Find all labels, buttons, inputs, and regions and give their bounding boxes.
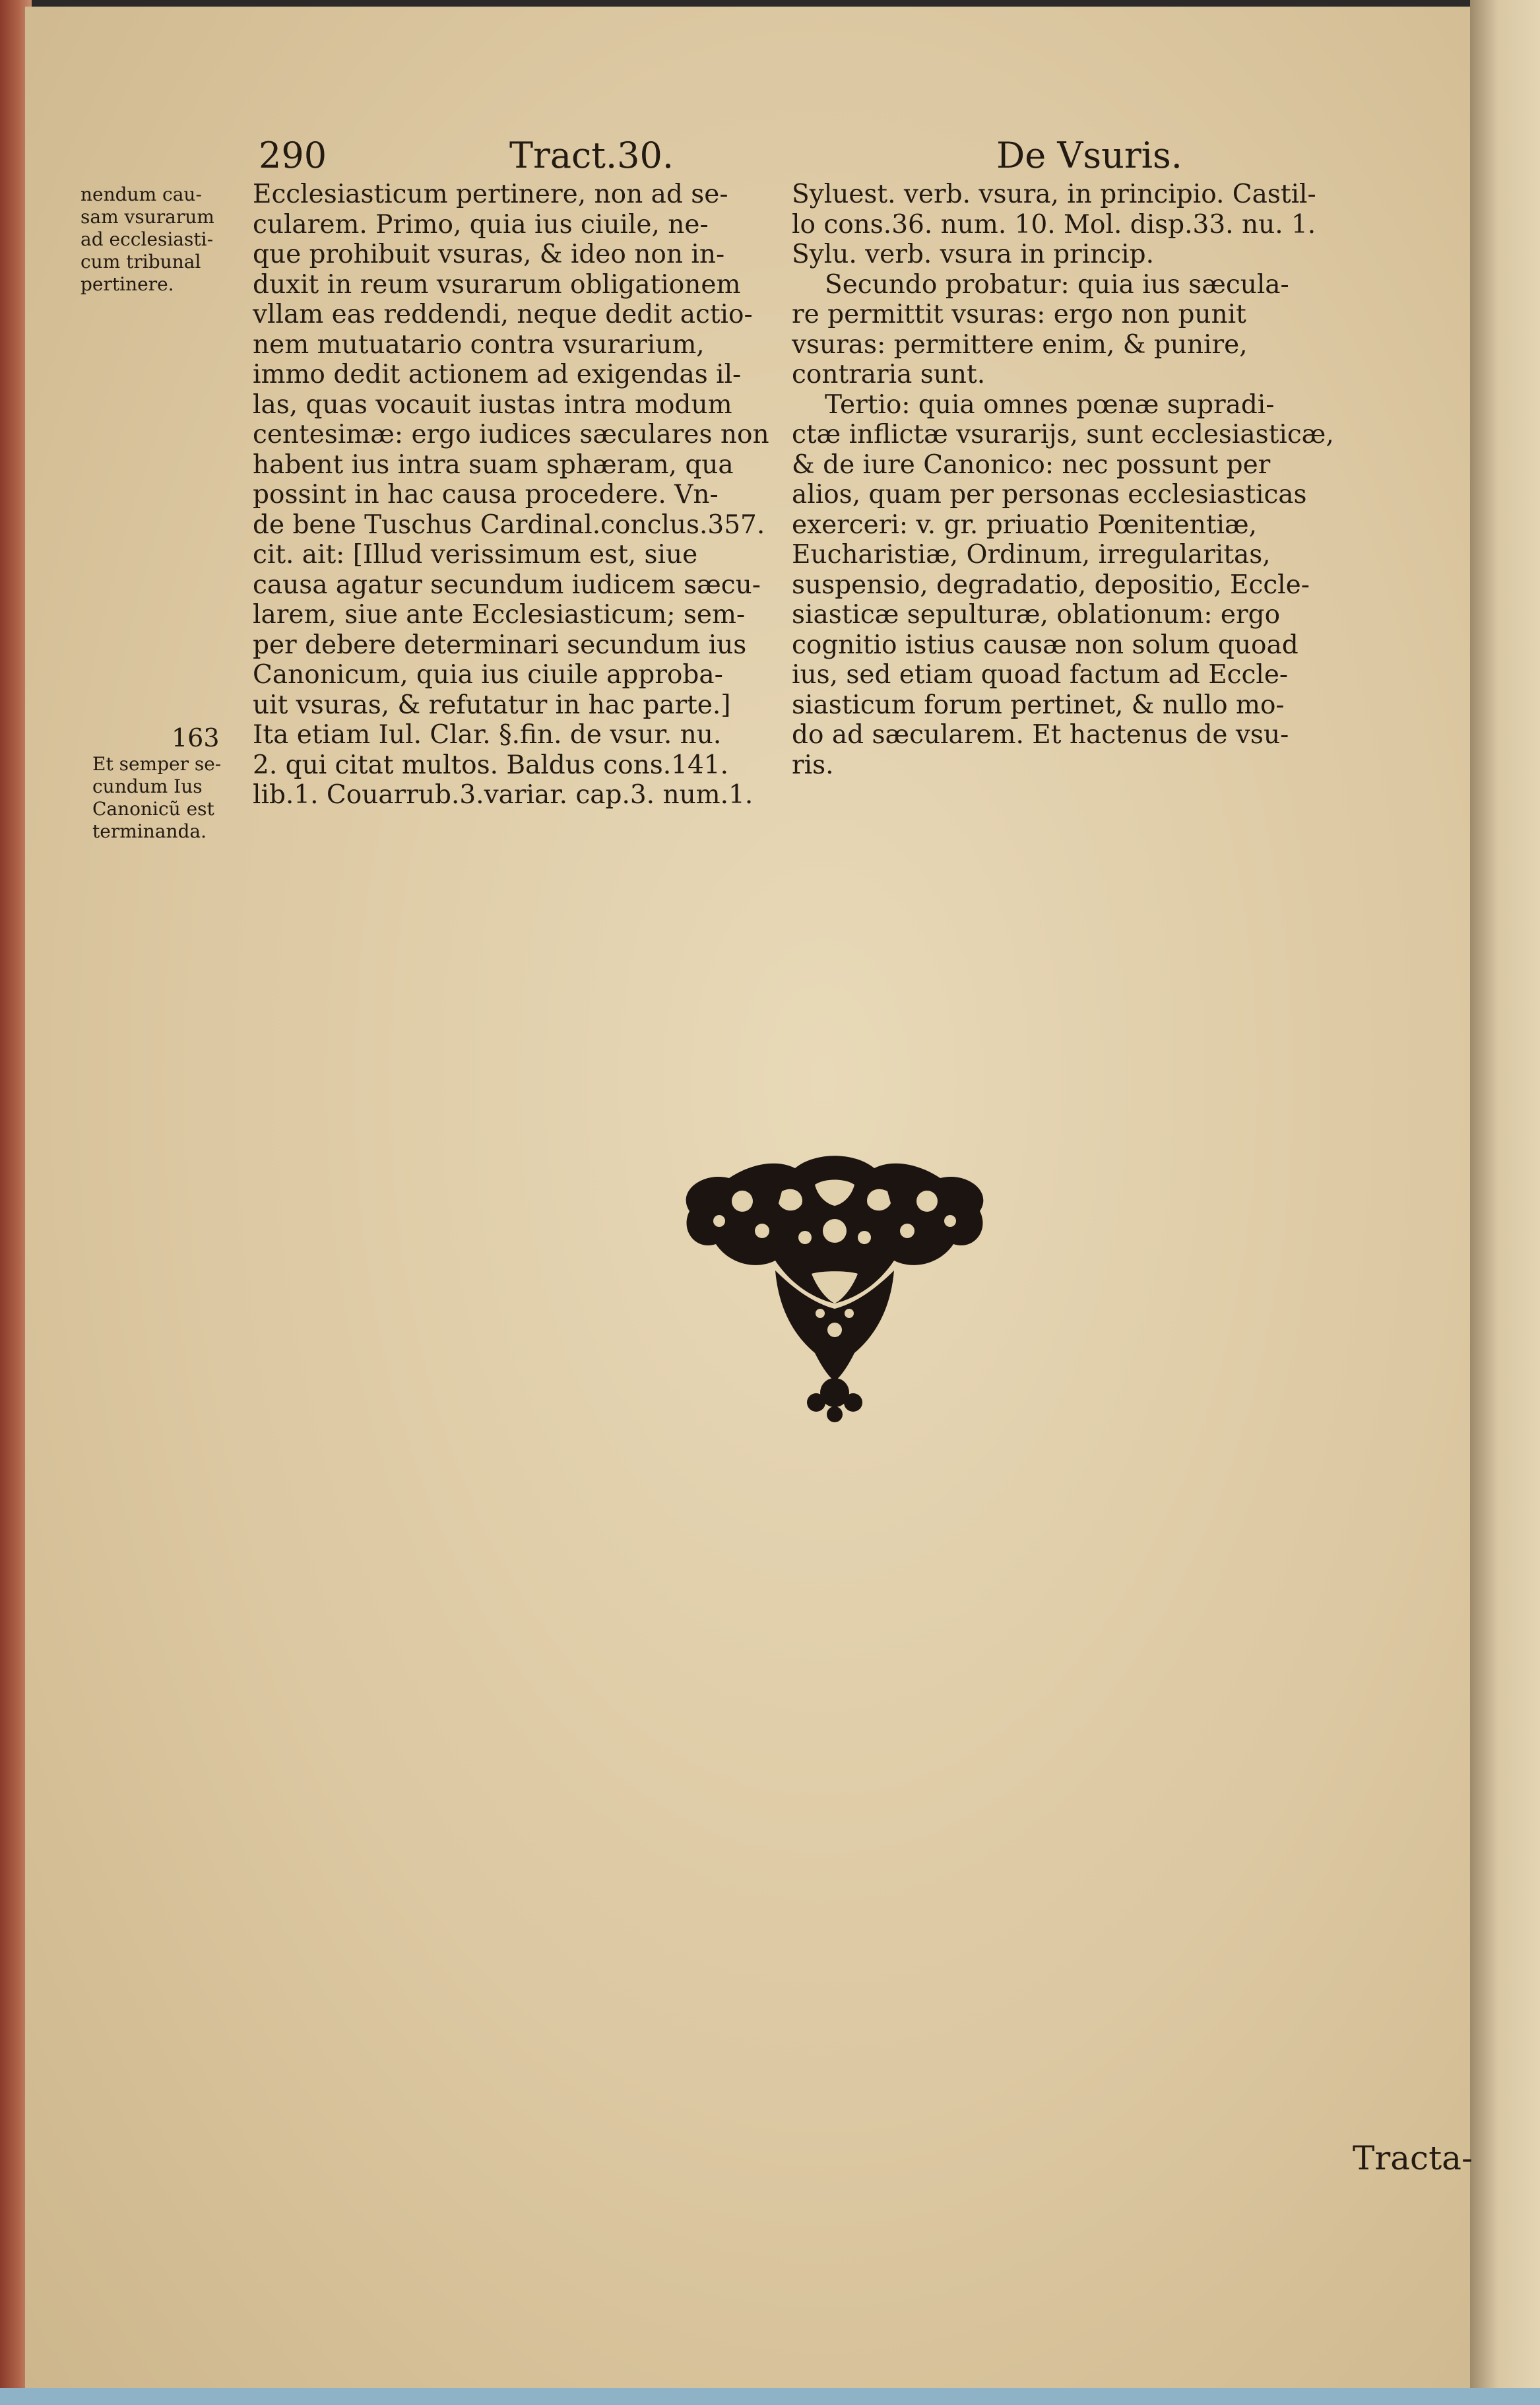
- text-line: causa agatur secundum iudicem sæcu-: [253, 570, 761, 600]
- text-line: immo dedit actionem ad exigendas il-: [253, 360, 742, 389]
- text-line: do ad sæcularem. Et hactenus de vsu-: [792, 720, 1289, 750]
- running-title: Tract.30.: [509, 135, 674, 176]
- text-line: larem, siue ante Ecclesiasticum; sem-: [253, 600, 746, 630]
- text-line: habent ius intra suam sphæram, qua: [253, 449, 734, 480]
- text-line: Secundo probatur: quia ius sæcula-: [825, 269, 1289, 300]
- marginal-note-line: cundum Ius: [92, 775, 203, 797]
- marginal-note-line: terminanda.: [92, 820, 207, 842]
- text-line: ius, sed etiam quoad factum ad Eccle-: [792, 660, 1289, 690]
- text-line: cularem. Primo, quia ius ciuile, ne-: [253, 209, 709, 240]
- text-line: nem mutuatario contra vsurarium,: [253, 329, 705, 360]
- text-line: ctæ inflictæ vsurarijs, sunt ecclesiasticæ,: [792, 420, 1334, 449]
- right-text-column: [792, 180, 1334, 780]
- text-line: Eucharistiæ, Ordinum, irregularitas,: [792, 540, 1271, 570]
- text-line: possint in hac causa procedere. Vn-: [253, 480, 719, 510]
- marginal-note-line: sam vsurarum: [80, 206, 214, 228]
- page-number: 290: [259, 135, 327, 176]
- text-line: vsuras: permittere enim, & punire,: [792, 329, 1248, 360]
- text-line: lib.1. Couarrub.3.variar. cap.3. num.1.: [253, 780, 754, 810]
- text-line: Sylu. verb. vsura in princip.: [792, 240, 1154, 269]
- running-subject: De Vsuris.: [996, 135, 1182, 176]
- text-line: Tertio: quia omnes pœnæ supradi-: [825, 389, 1275, 420]
- marginal-note-1: [80, 183, 245, 296]
- paragraph-number: 163: [172, 723, 220, 752]
- text-line: Syluest. verb. vsura, in principio. Castil-: [792, 180, 1316, 209]
- text-line: contraria sunt.: [792, 360, 986, 389]
- text-line: exerceri: v. gr. priuatio Pœnitentiæ,: [792, 510, 1258, 540]
- marginal-note-line: Et semper se-: [92, 753, 222, 775]
- text-line: per debere determinari secundum ius: [253, 630, 747, 660]
- marginal-note-line: pertinere.: [80, 273, 174, 295]
- text-line: cit. ait: [Illud verissimum est, siue: [253, 540, 698, 570]
- marginal-note-line: ad ecclesiasti-: [80, 228, 214, 250]
- text-line: cognitio istius causæ non solum quoad: [792, 630, 1299, 660]
- catchword: Tracta-: [1353, 2139, 1473, 2177]
- text-line: alios, quam per personas ecclesiasticas: [792, 480, 1307, 510]
- text-line: lo cons.36. num. 10. Mol. disp.33. nu. 1.: [792, 209, 1316, 240]
- text-line: re permittit vsuras: ergo non punit: [792, 300, 1246, 329]
- text-line: de bene Tuschus Cardinal.conclus.357.: [253, 510, 765, 540]
- text-line: uit vsuras, & refutatur in hac parte.]: [253, 690, 731, 720]
- marginal-note-2: [92, 723, 251, 843]
- text-line: Canonicum, quia ius ciuile approba-: [253, 660, 723, 690]
- marginal-note-line: nendum cau-: [80, 183, 202, 205]
- fleuron-ornament-icon: [663, 1138, 1006, 1429]
- text-line: Ecclesiasticum pertinere, non ad se-: [253, 180, 728, 209]
- text-line: que prohibuit vsuras, & ideo non in-: [253, 240, 725, 269]
- text-line: & de iure Canonico: nec possunt per: [792, 449, 1271, 480]
- text-line: Ita etiam Iul. Clar. §.fin. de vsur. nu.: [253, 720, 722, 750]
- marginal-note-line: cum tribunal: [80, 251, 201, 273]
- left-text-column: [253, 180, 774, 810]
- marginal-note-line: Canonicũ est: [92, 798, 214, 820]
- text-line: siasticæ sepulturæ, oblationum: ergo: [792, 600, 1281, 630]
- text-line: centesimæ: ergo iudices sæculares non: [253, 420, 769, 449]
- text-line: vllam eas reddendi, neque dedit actio-: [253, 300, 753, 329]
- text-line: 2. qui citat multos. Baldus cons.141.: [253, 750, 728, 780]
- text-line: siasticum forum pertinet, & nullo mo-: [792, 690, 1285, 720]
- text-line: duxit in reum vsurarum obligationem: [253, 269, 741, 300]
- text-line: suspensio, degradatio, depositio, Eccle-: [792, 570, 1310, 600]
- text-line: las, quas vocauit iustas intra modum: [253, 389, 732, 420]
- text-line: ris.: [792, 750, 834, 780]
